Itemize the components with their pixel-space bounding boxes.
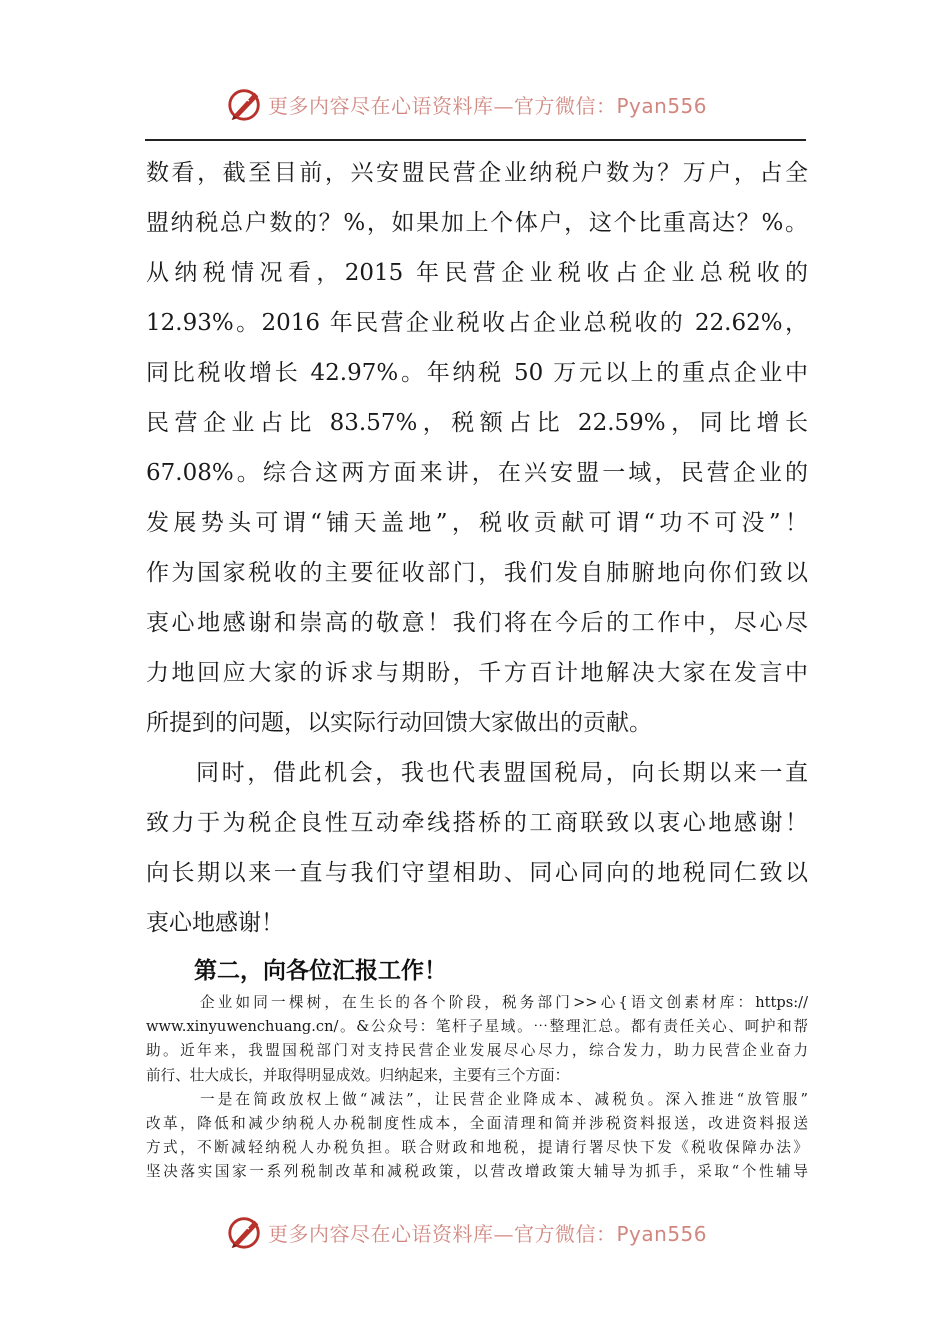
text-line: 改革，降低和减少纳税人办税制度性成本，全面清理和简并涉税资料报送，改进资料报送 bbox=[146, 1114, 808, 1132]
header-wechat-id: Pyan556 bbox=[616, 93, 708, 118]
main-body-text bbox=[146, 148, 808, 948]
text-line: 67.08%。综合这两方面来讲，在兴安盟一域，民营企业的 bbox=[146, 460, 808, 486]
text-line: 前行、壮大成长，并取得明显成效。归纳起来，主要有三个方面： bbox=[146, 1066, 570, 1084]
text-line: 方式，不断减轻纳税人办税负担。联合财政和地税，提请行署尽快下发《税收保障办法》 bbox=[146, 1139, 808, 1157]
header-banner bbox=[226, 84, 707, 124]
text-line: 12.93%。2016 年民营企业税收占企业总税收的 22.62%， bbox=[146, 310, 808, 336]
pen-logo-icon bbox=[226, 1213, 264, 1251]
text-line: 一是在简政放权上做“减法”，让民营企业降成本、减税负。深入推进“放管服” bbox=[200, 1090, 808, 1108]
text-line: 致力于为税企良性互动牵线搭桥的工商联致以衷心地感谢！ bbox=[146, 810, 808, 836]
footer-banner bbox=[226, 1212, 707, 1252]
text-line: 助。近年来，我盟国税部门对支持民营企业发展尽心尽力，综合发力，助力民营企业奋力 bbox=[146, 1042, 808, 1060]
small-paragraph-2 bbox=[146, 1088, 808, 1185]
text-line: 衷心地感谢！ bbox=[146, 910, 284, 936]
paragraph-1 bbox=[146, 148, 808, 748]
text-line: 数看，截至目前，兴安盟民营企业纳税户数为？万户，占全 bbox=[146, 160, 808, 186]
text-line: 衷心地感谢和崇高的敬意！我们将在今后的工作中，尽心尽 bbox=[146, 610, 808, 636]
text-line: 坚决落实国家一系列税制改革和减税政策，以营改增政策大辅导为抓手，采取“个性辅导 bbox=[146, 1163, 808, 1181]
footer-wechat-id: Pyan556 bbox=[616, 1221, 708, 1246]
text-line: 民营企业占比 83.57%，税额占比 22.59%，同比增长 bbox=[146, 410, 808, 436]
text-line: 力地回应大家的诉求与期盼，千方百计地解决大家在发言中 bbox=[146, 660, 808, 686]
pen-logo-icon bbox=[226, 85, 264, 123]
text-line: 盟纳税总户数的？%，如果加上个体户，这个比重高达？%。 bbox=[146, 210, 808, 236]
small-paragraph-1 bbox=[146, 991, 808, 1088]
text-line: 作为国家税收的主要征收部门，我们发自肺腑地向你们致以 bbox=[146, 560, 808, 586]
text-line: 从纳税情况看，2015 年民营企业税收占企业总税收的 bbox=[146, 260, 808, 286]
header-banner-text: 更多内容尽在心语资料库—官方微信：Pyan556 bbox=[268, 93, 708, 118]
header-divider bbox=[145, 139, 806, 141]
text-line: 向长期以来一直与我们守望相助、同心同向的地税同仁致以 bbox=[146, 860, 808, 886]
section-heading: 第二，向各位汇报工作！ bbox=[194, 958, 447, 984]
text-line: 同时，借此机会，我也代表盟国税局，向长期以来一直 bbox=[196, 760, 808, 786]
text-line: 所提到的问题，以实际行动回馈大家做出的贡献。 bbox=[146, 710, 652, 736]
report-section-text bbox=[146, 991, 808, 1185]
footer-banner-text: 更多内容尽在心语资料库—官方微信：Pyan556 bbox=[268, 1221, 708, 1246]
paragraph-2 bbox=[146, 748, 808, 948]
text-line: 发展势头可谓“铺天盖地”，税收贡献可谓“功不可没”！ bbox=[146, 510, 808, 536]
text-line: 企业如同一棵树，在生长的各个阶段，税务部门>>心{语文创素材库：https:// bbox=[200, 994, 808, 1011]
text-line: 同比税收增长 42.97%。年纳税 50 万元以上的重点企业中 bbox=[146, 360, 808, 386]
text-line: www.xinyuwenchuang.cn/。&公众号：笔杆子星域。⋯整理汇总。都有责任关心、呵护和帮 bbox=[146, 1018, 808, 1036]
